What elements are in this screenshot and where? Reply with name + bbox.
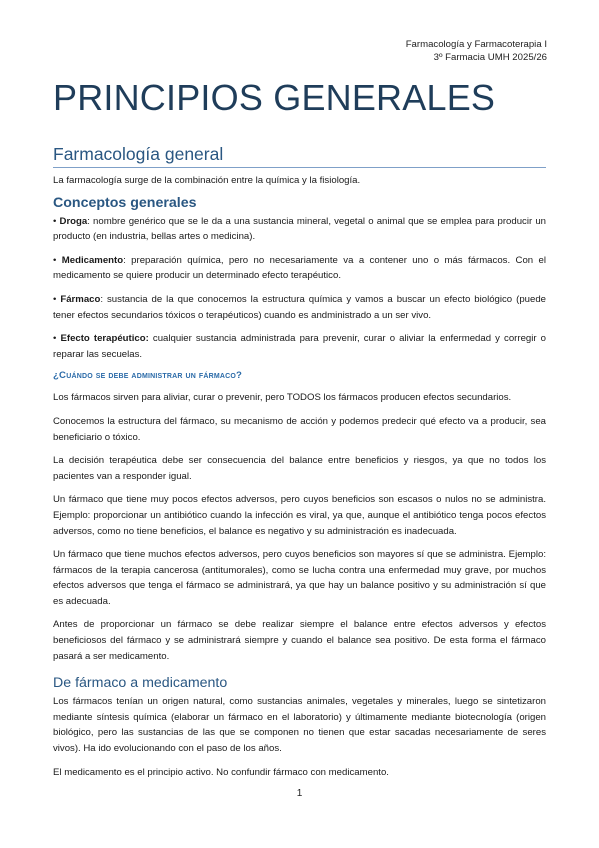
paragraph: Antes de proporcionar un fármaco se debe realizar siempre el balance entre efectos adversos y efectos beneficiosos del fármaco y se administrará siempre y cuando el balance sea positivo. De esta forma el fármaco pasará a ser medicamento. [53, 619, 546, 662]
concept-text: : nombre genérico que se le da a una sustancia mineral, vegetal o animal que se emplea para producir un producto (en industria, bellas artes o medicina). [53, 215, 546, 243]
farmaco-medicamento-heading: De fármaco a medicamento [53, 675, 228, 692]
concept-item: • Droga: nombre genérico que se le da a una sustancia mineral, vegetal o animal que se emplea para producir un producto (en industria, bellas artes o medicina). [53, 215, 546, 243]
concept-term: Medicamento [61, 254, 124, 266]
paragraph: El medicamento es el principio activo. No confundir fármaco con medicamento. [53, 766, 389, 778]
paragraph: Los fármacos sirven para aliviar, curar o prevenir, pero TODOS los fármacos producen efectos secundarios. [53, 392, 512, 404]
header-course: Farmacología y Farmacoterapia I [405, 39, 547, 50]
header-year: 3º Farmacia UMH 2025/26 [433, 52, 547, 63]
paragraph: Conocemos la estructura del fármaco, su mecanismo de acción y podemos predecir qué efecto va a producir, sea beneficiario o tóxico. [53, 415, 546, 443]
section-heading: Farmacología general [53, 143, 546, 168]
concept-term: Efecto terapéutico: [60, 333, 149, 345]
page-header [406, 38, 547, 64]
document-body [53, 143, 546, 788]
paragraph: Un fármaco que tiene muy pocos efectos adversos, pero cuyos beneficios son escasos o nulos no se administra. Ejemplo: proporcionar un antibiótico cuando la infección es viral, ya que, aunque el antibiótico tenga pocos efectos adversos, como no tiene beneficios, el balance es negativo y su administración es inadecuada. [53, 494, 546, 537]
conceptos-heading: Conceptos generales [53, 194, 197, 211]
concept-text: cualquier sustancia administrada para prevenir, curar o aliviar la enfermedad y corregir o reparar las secuelas. [53, 333, 546, 360]
concept-text: : sustancia de la que conocemos la estructura química y vamos a buscar un efecto biológico (puede tener efectos secundarios tóxicos o terapéuticos) cuando es andministrado a un ser vivo. [53, 293, 547, 321]
section-intro: La farmacología surge de la combinación entre la química y la fisiología. [53, 175, 361, 186]
paragraph: Los fármacos tenían un origen natural, como sustancias animales, vegetales y minerales, luego se sintetizaron mediante síntesis química (elaborar un fármaco en el laboratorio) y últimamente mediante biotecnología (origen biológico, pero las sustancias de las que se componen no tienen que estar sacadas necesariamente de seres vivos). Ha ido evolucionando con el paso de los años. [53, 696, 546, 755]
concept-term: Droga [59, 215, 88, 227]
paragraph: La decisión terapéutica debe ser consecuencia del balance entre beneficios y riesgos, ya que no todos los pacientes van a responder igual. [53, 455, 546, 482]
document-title: PRINCIPIOS GENERALES [53, 77, 496, 118]
page-number: 1 [296, 788, 303, 799]
concept-item: • Fármaco: sustancia de la que conocemos la estructura química y vamos a buscar un efecto biológico (puede tener efectos secundarios tóxicos o terapéuticos) cuando es andministrado a un ser vivo. [53, 293, 547, 321]
concept-item: • Medicamento: preparación química, pero no necesariamente va a contener uno o más fármacos. Con el medicamento se quiere producir un determinado efecto terapéutico. [53, 254, 547, 282]
cuando-heading: ¿Cuándo se debe administrar un fármaco? [53, 370, 243, 382]
paragraph: Un fármaco que tiene muchos efectos adversos, pero cuyos beneficios son mayores sí que se administra. Ejemplo: fármacos de la terapia cancerosa (antitumorales), como se lucha contra una enfermedad muy grave, por muchos efectos adversos que tenga el fármaco se administrará, ya que hay un balance positivo y su administración sí que es adecuada. [53, 549, 546, 607]
concept-text: : preparación química, pero no necesariamente va a contener uno o más fármacos. Con el medicamento se quiere producir un determinado efecto terapéutico. [53, 254, 547, 282]
concept-item: • Efecto terapéutico: cualquier sustancia administrada para prevenir, curar o aliviar la enfermedad y corregir o reparar las secuelas. [53, 333, 546, 360]
concept-term: Fármaco [60, 293, 101, 305]
